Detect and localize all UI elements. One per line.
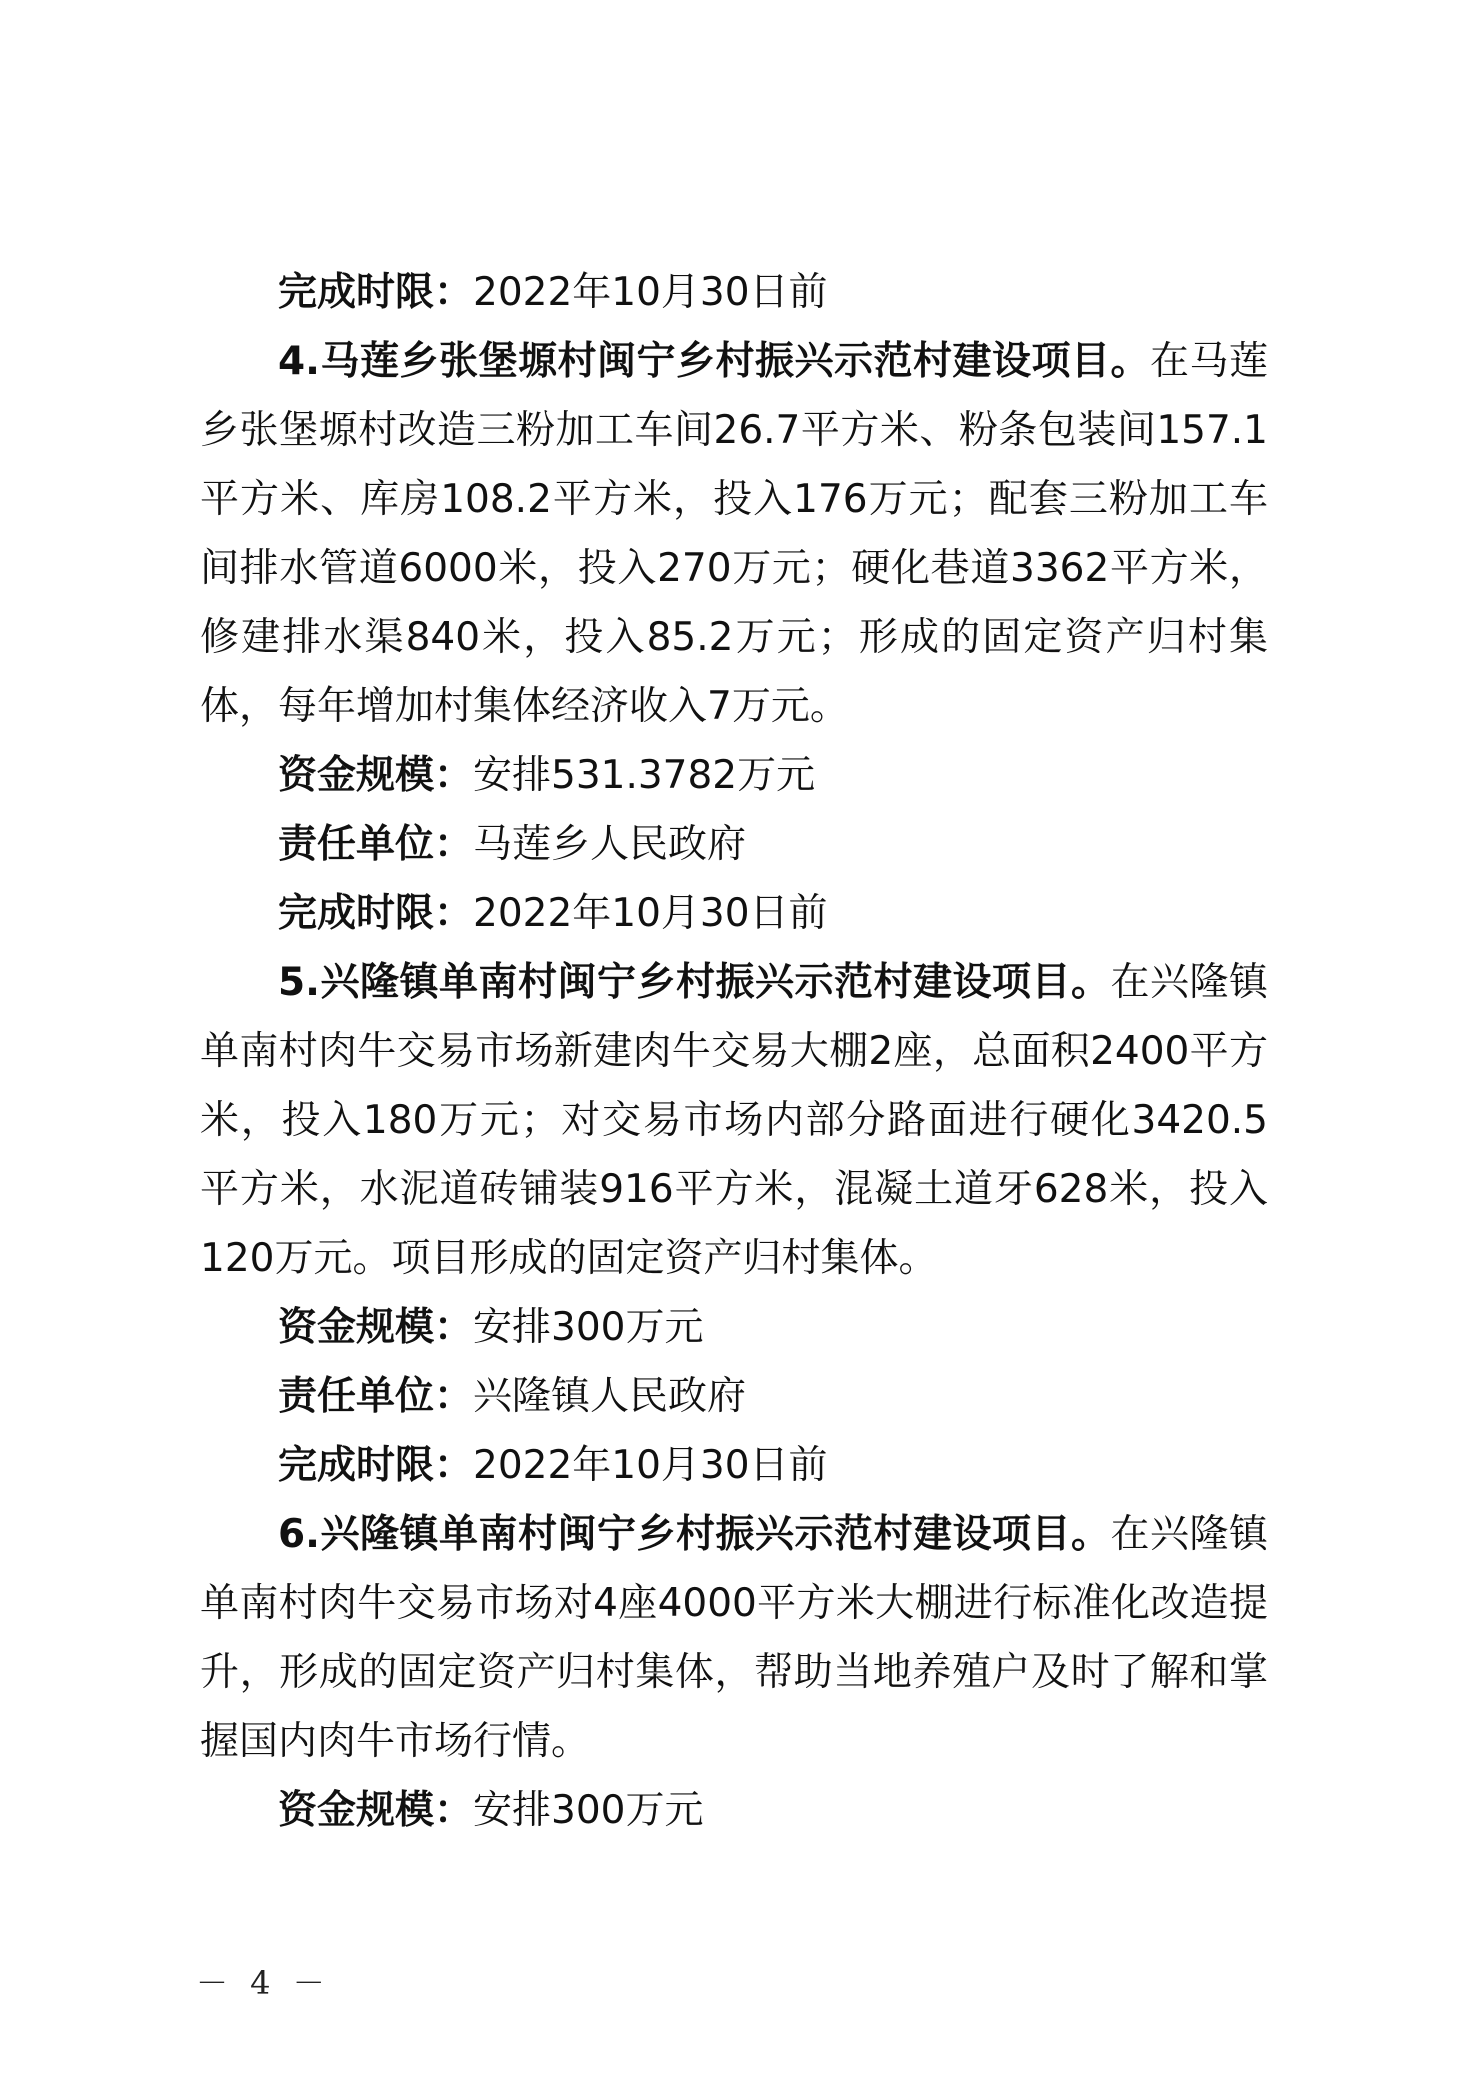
project-5-heading: 5.兴隆镇单南村闽宁乡村振兴示范村建设项目。 xyxy=(278,960,1111,1005)
deadline-label: 完成时限： xyxy=(278,891,474,936)
fund-label: 资金规模： xyxy=(278,753,474,798)
project-5-body: 在兴隆镇单南村肉牛交易市场新建肉牛交易大棚2座，总面积2400平方米，投入180万元；对交易市场内部分路面进行硬化3420.5平方米，水泥道砖铺装916平方米，混凝土道牙628米，投入120万元。项目形成的固定资产归村集体。 xyxy=(200,960,1268,1281)
project-6-heading: 6.兴隆镇单南村闽宁乡村振兴示范村建设项目。 xyxy=(278,1512,1111,1557)
project-5-deadline xyxy=(200,1431,1268,1500)
project-5-fund xyxy=(200,1293,1268,1362)
project-5-unit xyxy=(200,1362,1268,1431)
project-6-fund xyxy=(200,1776,1268,1845)
fund-value: 安排300万元 xyxy=(473,1305,704,1350)
page-number: － 4 － xyxy=(196,1964,331,2002)
unit-label: 责任单位： xyxy=(278,1374,474,1419)
project-4-heading: 4.马莲乡张堡塬村闽宁乡村振兴示范村建设项目。 xyxy=(278,339,1150,384)
project-4-unit xyxy=(200,810,1268,879)
project-4-deadline xyxy=(200,879,1268,948)
fund-label: 资金规模： xyxy=(278,1305,474,1350)
project-4-paragraph xyxy=(200,327,1268,741)
intro-deadline xyxy=(200,258,1268,327)
project-6-body: 在兴隆镇单南村肉牛交易市场对4座4000平方米大棚进行标准化改造提升，形成的固定资产归村集体，帮助当地养殖户及时了解和掌握国内肉牛市场行情。 xyxy=(200,1512,1268,1764)
project-4-fund xyxy=(200,741,1268,810)
unit-label: 责任单位： xyxy=(278,822,474,867)
unit-value: 兴隆镇人民政府 xyxy=(473,1374,747,1419)
deadline-value: 2022年10月30日前 xyxy=(473,891,828,936)
fund-label: 资金规模： xyxy=(278,1788,474,1833)
deadline-label: 完成时限： xyxy=(278,270,474,315)
deadline-label: 完成时限： xyxy=(278,1443,474,1488)
deadline-value: 2022年10月30日前 xyxy=(473,1443,828,1488)
fund-value: 安排531.3782万元 xyxy=(473,753,816,798)
document-body xyxy=(200,258,1268,1845)
project-5-paragraph xyxy=(200,948,1268,1293)
unit-value: 马莲乡人民政府 xyxy=(473,822,747,867)
deadline-value: 2022年10月30日前 xyxy=(473,270,828,315)
project-6-paragraph xyxy=(200,1500,1268,1776)
fund-value: 安排300万元 xyxy=(473,1788,704,1833)
project-4-body: 在马莲乡张堡塬村改造三粉加工车间26.7平方米、粉条包装间157.1平方米、库房108.2平方米，投入176万元；配套三粉加工车间排水管道6000米，投入270万元；硬化巷道3362平方米，修建排水渠840米，投入85.2万元；形成的固定资产归村集体，每年增加村集体经济收入7万元。 xyxy=(200,339,1268,729)
